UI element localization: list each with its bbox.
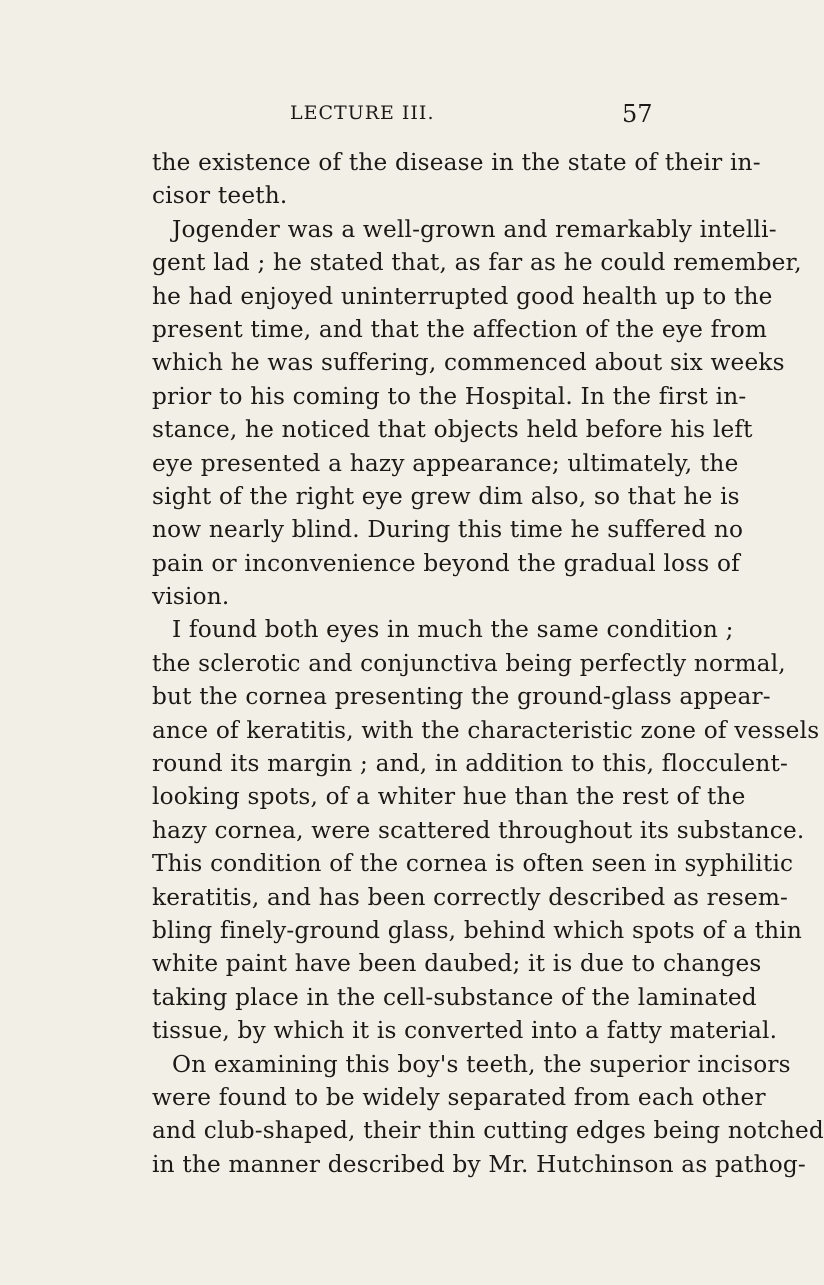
text-line: white paint have been daubed; it is due to changes — [152, 950, 762, 978]
text-line: hazy cornea, were scattered throughout its substance. — [152, 816, 805, 844]
text-line: keratitis, and has been correctly described as resem- — [152, 883, 789, 911]
running-header — [0, 100, 800, 134]
text-line: but the cornea presenting the ground-glass appear- — [152, 683, 771, 711]
text-line: vision. — [152, 583, 230, 611]
text-line: he had enjoyed uninterrupted good health up to the — [152, 282, 773, 310]
text-line: and club-shaped, their thin cutting edges being notched — [152, 1117, 824, 1145]
text-line: looking spots, of a whiter hue than the rest of the — [152, 783, 746, 811]
text-line: This condition of the cornea is often seen in syphilitic — [152, 850, 794, 878]
text-line: Jogender was a well-grown and remarkably intelli- — [172, 215, 777, 243]
text-line: sight of the right eye grew dim also, so that he is — [152, 482, 740, 510]
text-line: tissue, by which it is converted into a fatty material. — [152, 1017, 778, 1045]
text-line: taking place in the cell-substance of the laminated — [152, 983, 757, 1011]
running-title: LECTURE III. — [290, 102, 435, 124]
text-line: stance, he noticed that objects held before his left — [152, 416, 753, 444]
body-text — [152, 146, 824, 1181]
text-line: On examining this boy's teeth, the superior incisors — [172, 1050, 791, 1078]
text-line: round its margin ; and, in addition to this, flocculent- — [152, 750, 789, 778]
text-line: cisor teeth. — [152, 182, 288, 210]
page-number: 57 — [622, 100, 653, 128]
text-line: bling finely-ground glass, behind which spots of a thin — [152, 916, 802, 944]
text-line: which he was suffering, commenced about six weeks — [152, 349, 785, 377]
text-line: eye presented a hazy appearance; ultimately, the — [152, 449, 739, 477]
text-line: were found to be widely separated from each other — [152, 1083, 766, 1111]
text-line: the existence of the disease in the state of their in- — [152, 149, 761, 176]
text-line: ance of keratitis, with the characteristic zone of vessels — [152, 716, 820, 744]
text-line: the sclerotic and conjunctiva being perfectly normal, — [152, 649, 786, 677]
text-line: in the manner described by Mr. Hutchinson as pathog- — [152, 1150, 806, 1178]
text-line: pain or inconvenience beyond the gradual loss of — [152, 549, 740, 577]
text-line: present time, and that the affection of the eye from — [152, 315, 768, 343]
text-line: now nearly blind. During this time he suffered no — [152, 516, 744, 544]
text-line: gent lad ; he stated that, as far as he could remember, — [152, 249, 802, 277]
text-line: prior to his coming to the Hospital. In the first in- — [152, 382, 747, 410]
text-line: I found both eyes in much the same condition ; — [172, 616, 734, 644]
